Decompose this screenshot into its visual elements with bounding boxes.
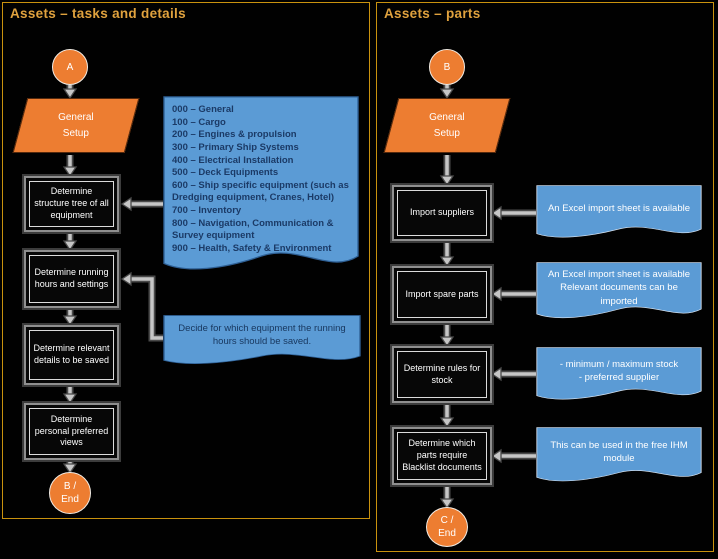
step-import-spare-parts <box>392 266 492 323</box>
note-line: An Excel import sheet is available <box>547 269 691 281</box>
note-stock-settings <box>536 347 702 405</box>
end-node-c-end-line2: End <box>438 528 456 539</box>
note-running-hours <box>163 315 361 369</box>
step-running-hours-label: Determine running hours and settings <box>34 267 109 289</box>
step-blacklist-documents <box>392 427 492 485</box>
step-running-hours <box>24 250 119 308</box>
step-blacklist-documents-label: Determine which parts require Blacklist documents <box>402 438 482 472</box>
note-excel-import-suppliers <box>536 185 702 243</box>
general-setup-left-line2: Setup <box>62 127 90 139</box>
step-structure-tree-label: Determine structure tree of all equipment <box>34 186 109 220</box>
note-running-hours-text: Decide for which equipment the running hours should be saved. <box>178 323 346 347</box>
panel-title-tasks-details: Assets – tasks and details <box>10 6 186 21</box>
step-stock-rules-label: Determine rules for stock <box>403 362 481 385</box>
step-import-spare-parts-label: Import spare parts <box>405 288 479 299</box>
step-import-suppliers <box>392 185 492 241</box>
end-node-b-end-line1: B / <box>63 481 77 492</box>
general-setup-left-line1: General <box>58 111 94 123</box>
step-relevant-details-label: Determine relevant details to be saved <box>33 343 110 365</box>
end-node-b-end <box>49 472 91 514</box>
note-line: This can be used in the free IHM module <box>550 439 688 464</box>
code-line: 400 – Electrical Installation <box>172 154 294 166</box>
note-line: - preferred supplier <box>578 372 660 383</box>
step-preferred-views-label: Determine personal preferred views <box>34 413 109 448</box>
code-line: 300 – Primary Ship Systems <box>172 141 299 153</box>
code-line: 600 – Ship specific equipment (such as Dredging equipment, Cranes, Hotel) <box>172 179 349 204</box>
start-node-a <box>52 49 88 85</box>
end-node-c-end-line1: C / <box>440 515 454 526</box>
general-setup-left <box>13 98 140 153</box>
code-line: 000 – General <box>172 104 234 115</box>
step-stock-rules <box>392 346 492 403</box>
start-node-b-label: B <box>443 61 451 73</box>
start-node-a-label: A <box>66 61 74 73</box>
code-line: 700 – Inventory <box>172 205 242 216</box>
general-setup-right-line2: Setup <box>433 127 461 139</box>
code-line: 800 – Navigation, Communication & Survey equipment <box>172 217 334 242</box>
code-line: 100 – Cargo <box>172 116 226 128</box>
note-line: An Excel import sheet is available <box>547 203 691 215</box>
general-setup-right <box>384 98 511 153</box>
note-excel-import-parts <box>536 262 702 324</box>
note-equipment-codes <box>163 96 359 278</box>
code-line: 900 – Health, Safety & Environment <box>172 242 332 254</box>
step-relevant-details <box>24 325 119 385</box>
step-structure-tree <box>24 176 119 232</box>
note-ihm-module <box>536 427 702 487</box>
code-line: 500 – Deck Equipments <box>172 167 279 179</box>
panel-title-parts: Assets – parts <box>384 6 481 21</box>
general-setup-right-line1: General <box>429 111 465 123</box>
step-preferred-views <box>24 403 119 460</box>
note-line: - minimum / maximum stock <box>559 358 679 370</box>
end-node-c-end <box>426 507 468 547</box>
end-node-b-end-line2: End <box>61 494 79 505</box>
note-line: Relevant documents can be imported <box>560 282 678 307</box>
code-line: 200 – Engines & propulsion <box>172 129 297 141</box>
start-node-b <box>429 49 465 85</box>
step-import-suppliers-label: Import suppliers <box>409 207 475 218</box>
